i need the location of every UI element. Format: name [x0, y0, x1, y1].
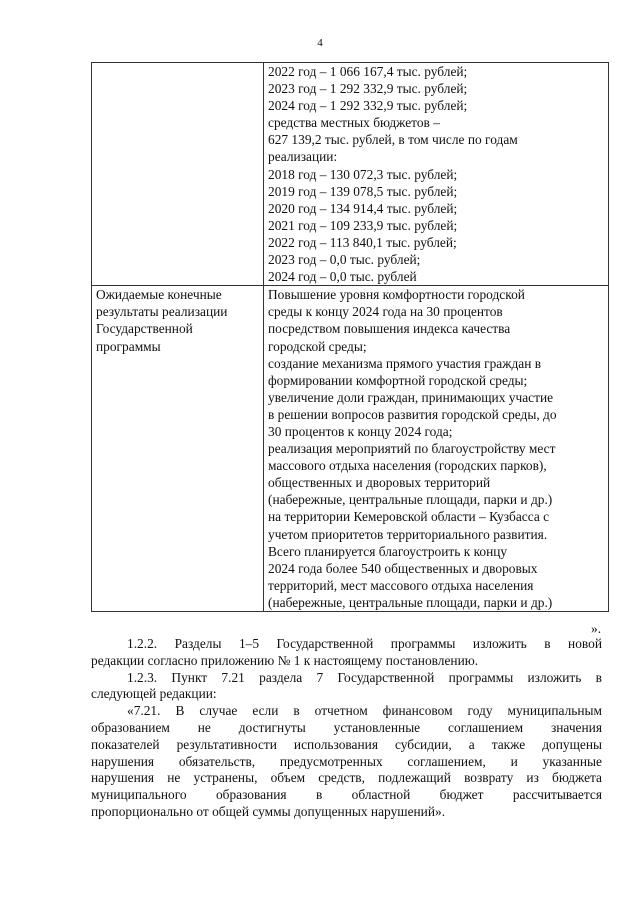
table-line: 2019 год – 139 078,5 тыс. рублей;: [268, 183, 458, 199]
table-line: учетом приоритетов территориального развития.: [268, 526, 548, 542]
table-line: общественных и дворовых территорий: [268, 475, 491, 491]
paragraph-7-21: [91, 703, 602, 821]
table-cell-label-empty: [92, 63, 264, 286]
table-label-line: программы: [96, 338, 161, 354]
table-line: реализации:: [268, 149, 338, 165]
table-label-line: Ожидаемые конечные: [96, 287, 222, 303]
table-line: территорий, мест массового отдыха населения: [268, 577, 534, 593]
text-line: показателей результативности использования субсидии, а также допущены: [91, 736, 602, 752]
text-line: нарушения обязательств, предусмотренных соглашением, и указанные: [91, 753, 602, 769]
table-line: городской среды;: [268, 338, 367, 354]
table-line: 2018 год – 130 072,3 тыс. рублей;: [268, 166, 458, 182]
text-line: образованием не достигнуты установленные соглашением значения: [91, 719, 602, 735]
table-row-funding: [92, 63, 609, 286]
table-line: 627 139,2 тыс. рублей, в том числе по годам: [268, 132, 518, 148]
table-line: Всего планируется благоустроить к концу: [268, 543, 508, 559]
text-line: муниципального образования в областной бюджет рассчитывается: [91, 787, 602, 803]
table-line: (набережные, центральные площади, парки и др.): [268, 594, 553, 610]
table-line: 2023 год – 1 292 332,9 тыс. рублей;: [268, 81, 468, 97]
table-line: 2024 года более 540 общественных и дворовых: [268, 560, 538, 576]
table-line: увеличение доли граждан, принимающих участие: [268, 389, 554, 405]
text-line: 1.2.2. Разделы 1–5 Государственной программы изложить в новой: [127, 636, 602, 651]
table-line: массового отдыха населения (городских парков),: [268, 458, 547, 474]
table-cell-expected-results-values: [264, 286, 609, 612]
table-line: реализация мероприятий по благоустройству мест: [268, 441, 556, 457]
table-line: 2022 год – 1 066 167,4 тыс. рублей;: [268, 64, 468, 79]
table-line: среды к концу 2024 года на 30 процентов: [268, 304, 503, 320]
page-number: 4: [317, 37, 323, 49]
text-line: следующей редакции:: [91, 686, 217, 702]
table-line: (набережные, центральные площади, парки и др.): [268, 492, 553, 508]
table-line: 2022 год – 113 840,1 тыс. рублей;: [268, 234, 457, 250]
text-line: 1.2.3. Пункт 7.21 раздела 7 Государственной программы изложить в: [127, 669, 602, 685]
table-line: создание механизма прямого участия граждан в: [268, 355, 542, 371]
text-line: нарушения не устранены, объем средств, подлежащий возврату из бюджета: [91, 770, 602, 786]
paragraph-1-2-3: [91, 670, 602, 704]
table-cell-funding-values: [264, 63, 609, 286]
table-line: в решении вопросов развития городской среды, до: [268, 406, 557, 422]
table-line: на территории Кемеровской области – Кузбасса с: [268, 509, 550, 525]
table-line: Повышение уровня комфортности городской: [268, 287, 525, 303]
program-passport-table: [91, 62, 609, 612]
table-cell-expected-results-label: [92, 286, 264, 612]
document-body: [91, 636, 602, 821]
text-line: редакции согласно приложению № 1 к настоящему постановлению.: [91, 652, 479, 668]
table-line: формировании комфортной городской среды;: [268, 372, 528, 388]
table-line: 2024 год – 0,0 тыс. рублей: [268, 269, 417, 285]
table-line: 2021 год – 109 233,9 тыс. рублей;: [268, 217, 458, 233]
table-line: 2023 год – 0,0 тыс. рублей;: [268, 252, 421, 268]
table-row-expected-results: [92, 286, 609, 612]
table-label-line: результаты реализации: [96, 304, 228, 320]
table-line: 30 процентов к концу 2024 года;: [268, 423, 453, 439]
table-label-line: Государственной: [96, 321, 193, 337]
text-line: «7.21. В случае если в отчетном финансовом году муниципальным: [127, 703, 602, 719]
text-line: пропорционально от общей суммы допущенных нарушений».: [91, 803, 446, 819]
paragraph-1-2-2: [91, 636, 602, 670]
table-line: 2024 год – 1 292 332,9 тыс. рублей;: [268, 98, 468, 114]
table-line: средства местных бюджетов –: [268, 115, 440, 131]
table-line: посредством повышения индекса качества: [268, 321, 511, 337]
table-line: 2020 год – 134 914,4 тыс. рублей;: [268, 200, 458, 216]
closing-quote: ».: [591, 621, 602, 636]
